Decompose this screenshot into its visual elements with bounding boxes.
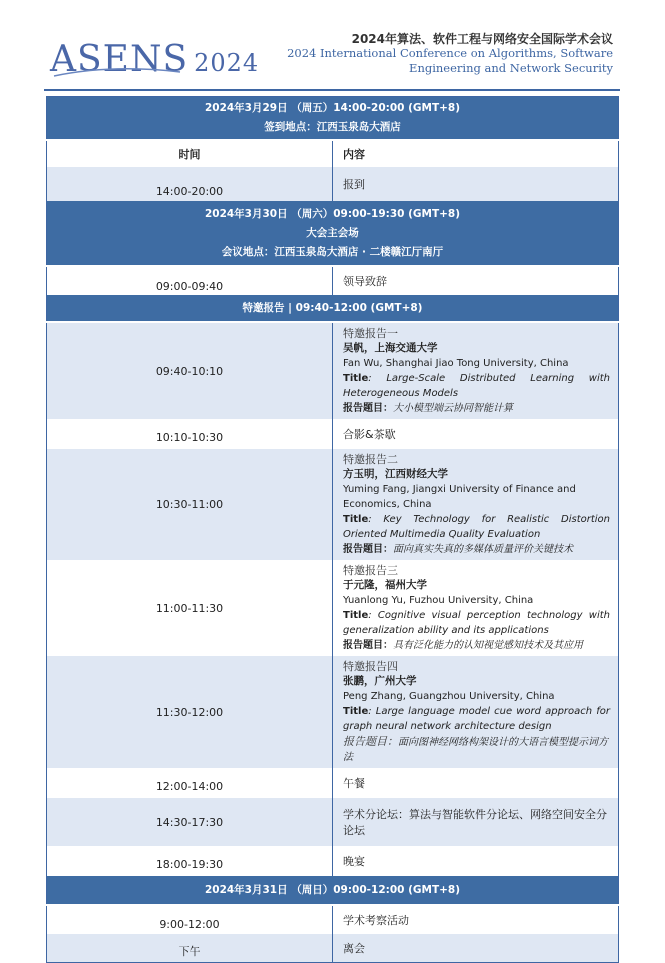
day2-venue: 大会主会场 [306,226,359,239]
row-time: 09:40-10:10 [47,322,333,419]
row-content: 离会 [333,934,619,963]
keynote-detail [343,560,610,656]
row-time: 11:00-11:30 [47,560,333,656]
keynote-header: 特邀报告 | 09:40-12:00 (GMT+8) [47,295,619,322]
speaker-affiliation: Peng Zhang, Guangzhou University, China [343,691,555,702]
zh-title-label: 报告题目： [343,735,398,748]
keynote-label: 特邀报告一 [343,327,398,340]
table-row [47,768,619,798]
table-row [47,798,619,846]
keynote-detail [343,656,610,768]
table-row [47,419,619,449]
schedule-table [46,96,619,963]
speaker-name: 吴帆，上海交通大学 [343,342,438,354]
keynote-label: 特邀报告三 [343,564,398,577]
row-time: 09:00-09:40 [155,279,224,293]
table-row [47,167,619,201]
logo-text: ASENS [50,39,189,80]
keynote-row [47,449,619,560]
row-content: 午餐 [333,768,619,798]
row-time: 12:00-14:00 [155,779,224,793]
talk-title: : Large-Scale Distributed Learning with Heterogeneous Models [343,373,610,399]
conference-title-cn: 2024年算法、软件工程与网络安全国际学术会议 [351,32,613,46]
column-header-time: 时间 [47,140,333,167]
day1-location: 签到地点：江西玉泉岛大酒店 [264,121,401,133]
row-content: 学术分论坛：算法与智能软件分论坛、网络空间安全分论坛 [333,798,619,846]
table-row [47,905,619,934]
speaker-name: 方玉明，江西财经大学 [343,468,448,480]
zh-title-label: 报告题目： [343,544,393,555]
table-row [47,266,619,295]
keynote-label: 特邀报告四 [343,660,398,673]
talk-title: : Cognitive visual perception technology with generalization ability and its applications [343,610,610,636]
talk-title-zh: 面向图神经网络构架设计的大语言模型提示词方法 [343,737,608,763]
logo-swoosh-icon [52,66,182,80]
keynote-row [47,560,619,656]
row-content: 学术考察活动 [333,905,619,934]
speaker-name: 张鹏，广州大学 [343,675,417,687]
talk-title-zh: 大小模型端云协同智能计算 [393,403,513,414]
row-content: 报到 [333,167,619,201]
keynote-detail [343,449,610,560]
header-divider [44,89,620,91]
day1-banner [47,97,619,141]
row-content: 晚宴 [333,846,619,876]
row-content: 合影&茶歇 [333,419,619,449]
logo-year: 2024 [194,49,260,77]
day2-date: 2024年3月30日 （周六）09:00-19:30 (GMT+8) [204,207,461,220]
zh-title-label: 报告题目： [343,403,393,414]
speaker-affiliation: Fan Wu, Shanghai Jiao Tong University, China [343,358,569,369]
row-time: 14:30-17:30 [47,798,333,846]
keynote-row [47,656,619,768]
row-time: 18:00-19:30 [155,857,224,871]
day2-banner [47,201,619,266]
title-label: Title [343,373,369,384]
table-row [47,934,619,963]
title-label: Title [343,610,369,621]
row-time: 14:00-20:00 [155,184,224,198]
page-header [0,0,665,90]
keynote-label: 特邀报告二 [343,453,398,466]
talk-title-zh: 具有泛化能力的认知视觉感知技术及其应用 [393,640,583,651]
conference-title-en: 2024 International Conference on Algorithms, Software Engineering and Network Security [287,46,613,75]
title-label: Title [343,706,369,717]
row-time: 11:30-12:00 [47,656,333,768]
day3-date: 2024年3月31日 （周日）09:00-12:00 (GMT+8) [47,876,619,905]
day1-date: 2024年3月29日 （周五）14:00-20:00 (GMT+8) [204,102,461,114]
row-time: 10:30-11:00 [47,449,333,560]
row-time: 10:10-10:30 [155,430,224,444]
speaker-name: 于元隆，福州大学 [343,579,427,591]
row-content: 领导致辞 [333,266,619,295]
table-row [47,846,619,876]
keynote-detail [343,323,610,419]
zh-title-label: 报告题目： [343,640,393,651]
keynote-banner [47,295,619,322]
column-header-row [47,140,619,167]
speaker-affiliation: Yuming Fang, Jiangxi University of Finance and Economics, China [343,484,576,510]
talk-title-zh: 面向真实失真的多媒体质量评价关键技术 [393,544,573,555]
day3-banner [47,876,619,905]
talk-title: : Large language model cue word approach for graph neural network architecture design [343,706,610,732]
title-label: Title [343,514,369,525]
keynote-row [47,322,619,419]
talk-title: : Key Technology for Realistic Distortion Oriented Multimedia Quality Evaluation [343,514,610,540]
day2-location: 会议地点：江西玉泉岛大酒店 · 二楼赣江厅南厅 [221,245,444,258]
column-header-content: 内容 [333,140,619,167]
speaker-affiliation: Yuanlong Yu, Fuzhou University, China [343,595,534,606]
row-time: 下午 [178,945,201,958]
conference-logo [50,38,260,82]
row-time: 9:00-12:00 [159,917,220,931]
